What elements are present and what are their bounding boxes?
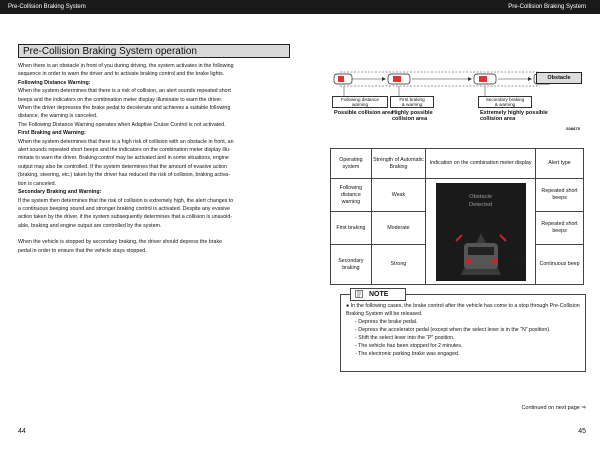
subheading-first-braking: First Braking and Warning: [18,130,86,137]
cell-alert: Repeated short beeps [536,212,584,245]
note-intro: ● In the following cases, the brake control after the vehicle has come to a stop through Pre-Collision Braking System will be released. [346,303,580,317]
note-label: NOTE [369,291,389,298]
label-first-braking: First braking & warning [390,96,434,108]
note-icon [355,290,363,298]
note-item: - The electronic parking brake was engaged. [355,351,460,357]
intro-line: When there is an obstacle in front of you during driving, the system activates in the following [18,63,234,69]
section-title: Pre-Collision Braking System operation [18,44,290,58]
header-alert-type: Alert type [536,149,584,179]
text-line: When the system determines that there is a high risk of collision with an obstacle in front, an [18,138,234,145]
header-title: Pre-Collision Braking System [8,4,86,10]
text-line: action taken by the driver, if the system subsequently determines that a collision is unavoid- [18,214,233,221]
continued-on-next-page: Continued on next page ⇒ [521,405,586,411]
page-header [300,0,600,14]
zone-extremely-highly-possible-collision: Extremely highly possible collision area [480,110,548,122]
text-line: alert sounds repeated short beeps and the indicators on the combination meter display illu- [18,147,231,154]
page-number: 44 [18,428,26,435]
text-line: output may also be controlled. If the system determines that the amount of evasive action [18,163,228,170]
header-title: Pre-Collision Braking System [508,4,586,10]
car-rear-icon [436,183,526,281]
obstacle-label: Obstacle [536,72,582,84]
text-line: When the driver depresses the brake pedal to decelerate and achieves a suitable following [18,105,231,112]
header-indication: Indication on the combination meter display [426,149,536,179]
cell-system: Following distance warning [331,179,372,212]
cell-strength: Strong [371,245,425,285]
table-header-row [331,149,584,179]
cell-strength: Weak [371,179,425,212]
note-header [350,288,406,301]
note-body [346,302,580,358]
page-header [0,0,300,14]
display-text: Obstacle Detected [468,193,493,208]
meter-display-image [436,183,526,281]
cell-system: First braking [331,212,372,245]
text-line: If the system then determines that the risk of collision is extremely high, the alert changes to [18,197,234,204]
text-line: able, braking and engine output are controlled by the system. [18,222,162,229]
note-item: - Shift the select lever into the “P” position. [355,335,455,341]
text-line: distance, the warning is canceled. [18,113,98,120]
cell-strength: Moderate [371,212,425,245]
page-number: 45 [578,428,586,435]
note-item: - Depress the accelerator pedal (except when the select lever is in the “N” position). [355,327,551,333]
subheading-secondary-braking: Secondary Braking and Warning: [18,189,102,196]
label-following-distance-warning: Following distance warning [332,96,388,108]
display-code: E01297 [514,260,527,264]
text-line: minate to warn the driver. Braking control may be activated and in some situations, engine [18,155,229,162]
body-text [18,62,292,255]
label-secondary-braking: Secondary braking & warning [478,96,532,108]
intro-line: sequence in order to warn the driver and to activate braking control and the brake lights. [18,71,225,78]
text-line: When the vehicle is stopped by secondary braking, the driver should depress the brake [18,239,223,246]
text-line: When the system determines that there is a risk of collision, an alert sounds repeated short [18,88,231,95]
car-icon [334,74,352,84]
cell-display [426,179,536,285]
text-line: The Following Distance Warning operates when Adaptive Cruise Control is not activated. [18,121,226,128]
car-icon [388,74,410,84]
text-line: tion is canceled. [18,180,56,187]
header-operating-system: Operating system [331,149,372,179]
zone-possible-collision: Possible collision area [334,110,394,116]
cell-system: Secondary braking [331,245,372,285]
header-strength: Strength of Automatic Braking [371,149,425,179]
note-item: - Depress the brake pedal. [355,319,418,325]
text-line: pedal in order to ensure that the vehicle stays stopped. [18,247,147,254]
car-icon [474,74,496,84]
diagram-code: S08875 [566,126,580,131]
cell-alert: Continuous beep [536,245,584,285]
text-line: (braking, steering, etc.) taken by the driver has reduced the risk of collision, braking activa- [18,172,230,179]
braking-table [330,148,584,285]
text-line: beeps and the indicators on the combination meter display illuminate to warn the driver. [18,96,223,103]
note-item: - The vehicle has been stopped for 2 minutes. [355,343,463,349]
table-row [331,179,584,212]
zone-highly-possible-collision: Highly possible collision area [392,110,433,122]
text-line: a continuous beeping sound and stronger braking control is activated. Despite any evasive [18,205,231,212]
cell-alert: Repeated short beeps [536,179,584,212]
subheading-following-distance: Following Distance Warning: [18,79,91,86]
